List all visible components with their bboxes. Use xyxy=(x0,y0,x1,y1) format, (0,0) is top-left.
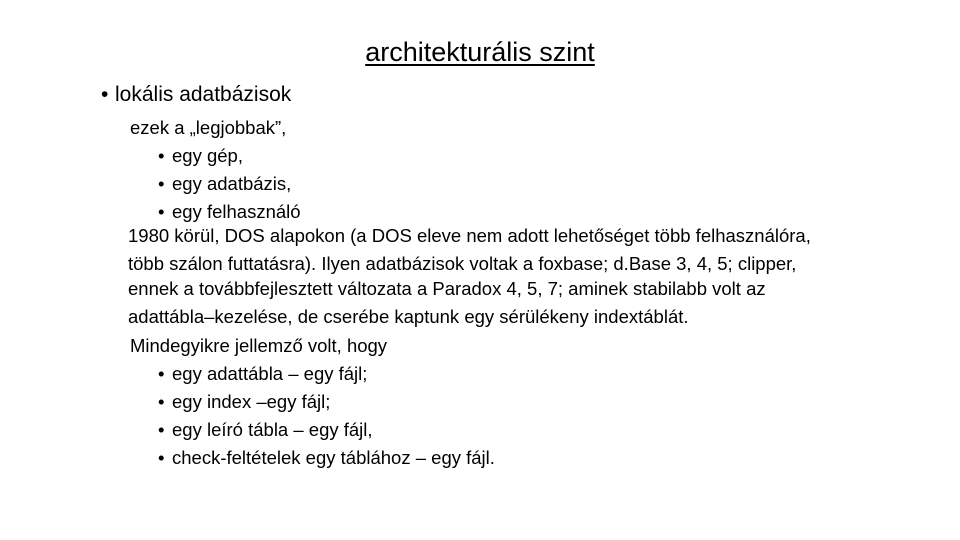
paragraph-line: több szálon futtatásra). Ilyen adatbázisok voltak a foxbase; d.Base 3, 4, 5; clipper, xyxy=(128,253,797,274)
bullet-icon: • xyxy=(158,145,165,166)
list-item-text: check-feltételek egy táblához – egy fájl. xyxy=(172,447,495,468)
paragraph-line: adattábla–kezelése, de cserébe kaptunk egy sérülékeny indextáblát. xyxy=(128,306,689,327)
list-item xyxy=(158,416,373,444)
common-intro: Mindegyikre jellemző volt, hogy xyxy=(130,335,388,356)
intro-text: ezek a „legjobbak”, xyxy=(130,117,287,138)
list-item xyxy=(158,142,243,170)
list-item xyxy=(158,360,367,388)
heading-item xyxy=(101,81,291,109)
bullet-icon: • xyxy=(158,447,165,468)
list-item-text: egy gép, xyxy=(172,145,243,166)
list-item-text: egy adatbázis, xyxy=(172,173,292,194)
list-item xyxy=(158,170,291,198)
bullet-icon: • xyxy=(158,201,165,222)
heading-text: lokális adatbázisok xyxy=(115,83,292,106)
list-item-text: egy index –egy fájl; xyxy=(172,391,331,412)
bullet-icon: • xyxy=(158,173,165,194)
bullet-icon: • xyxy=(158,419,165,440)
bullet-icon: • xyxy=(158,391,165,412)
bullet-icon: • xyxy=(101,83,109,106)
slide-title: architekturális szint xyxy=(365,37,595,67)
paragraph-line: 1980 körül, DOS alapokon (a DOS eleve nem adott lehetőséget több felhasználóra, xyxy=(128,225,811,246)
bullet-icon: • xyxy=(158,363,165,384)
list-item xyxy=(158,444,495,472)
list-item-text: egy felhasználó xyxy=(172,201,301,222)
list-item-text: egy leíró tábla – egy fájl, xyxy=(172,419,373,440)
list-item xyxy=(158,388,330,416)
paragraph-line: ennek a továbbfejlesztett változata a Paradox 4, 5, 7; aminek stabilabb volt az xyxy=(128,278,766,299)
list-item-text: egy adattábla – egy fájl; xyxy=(172,363,368,384)
